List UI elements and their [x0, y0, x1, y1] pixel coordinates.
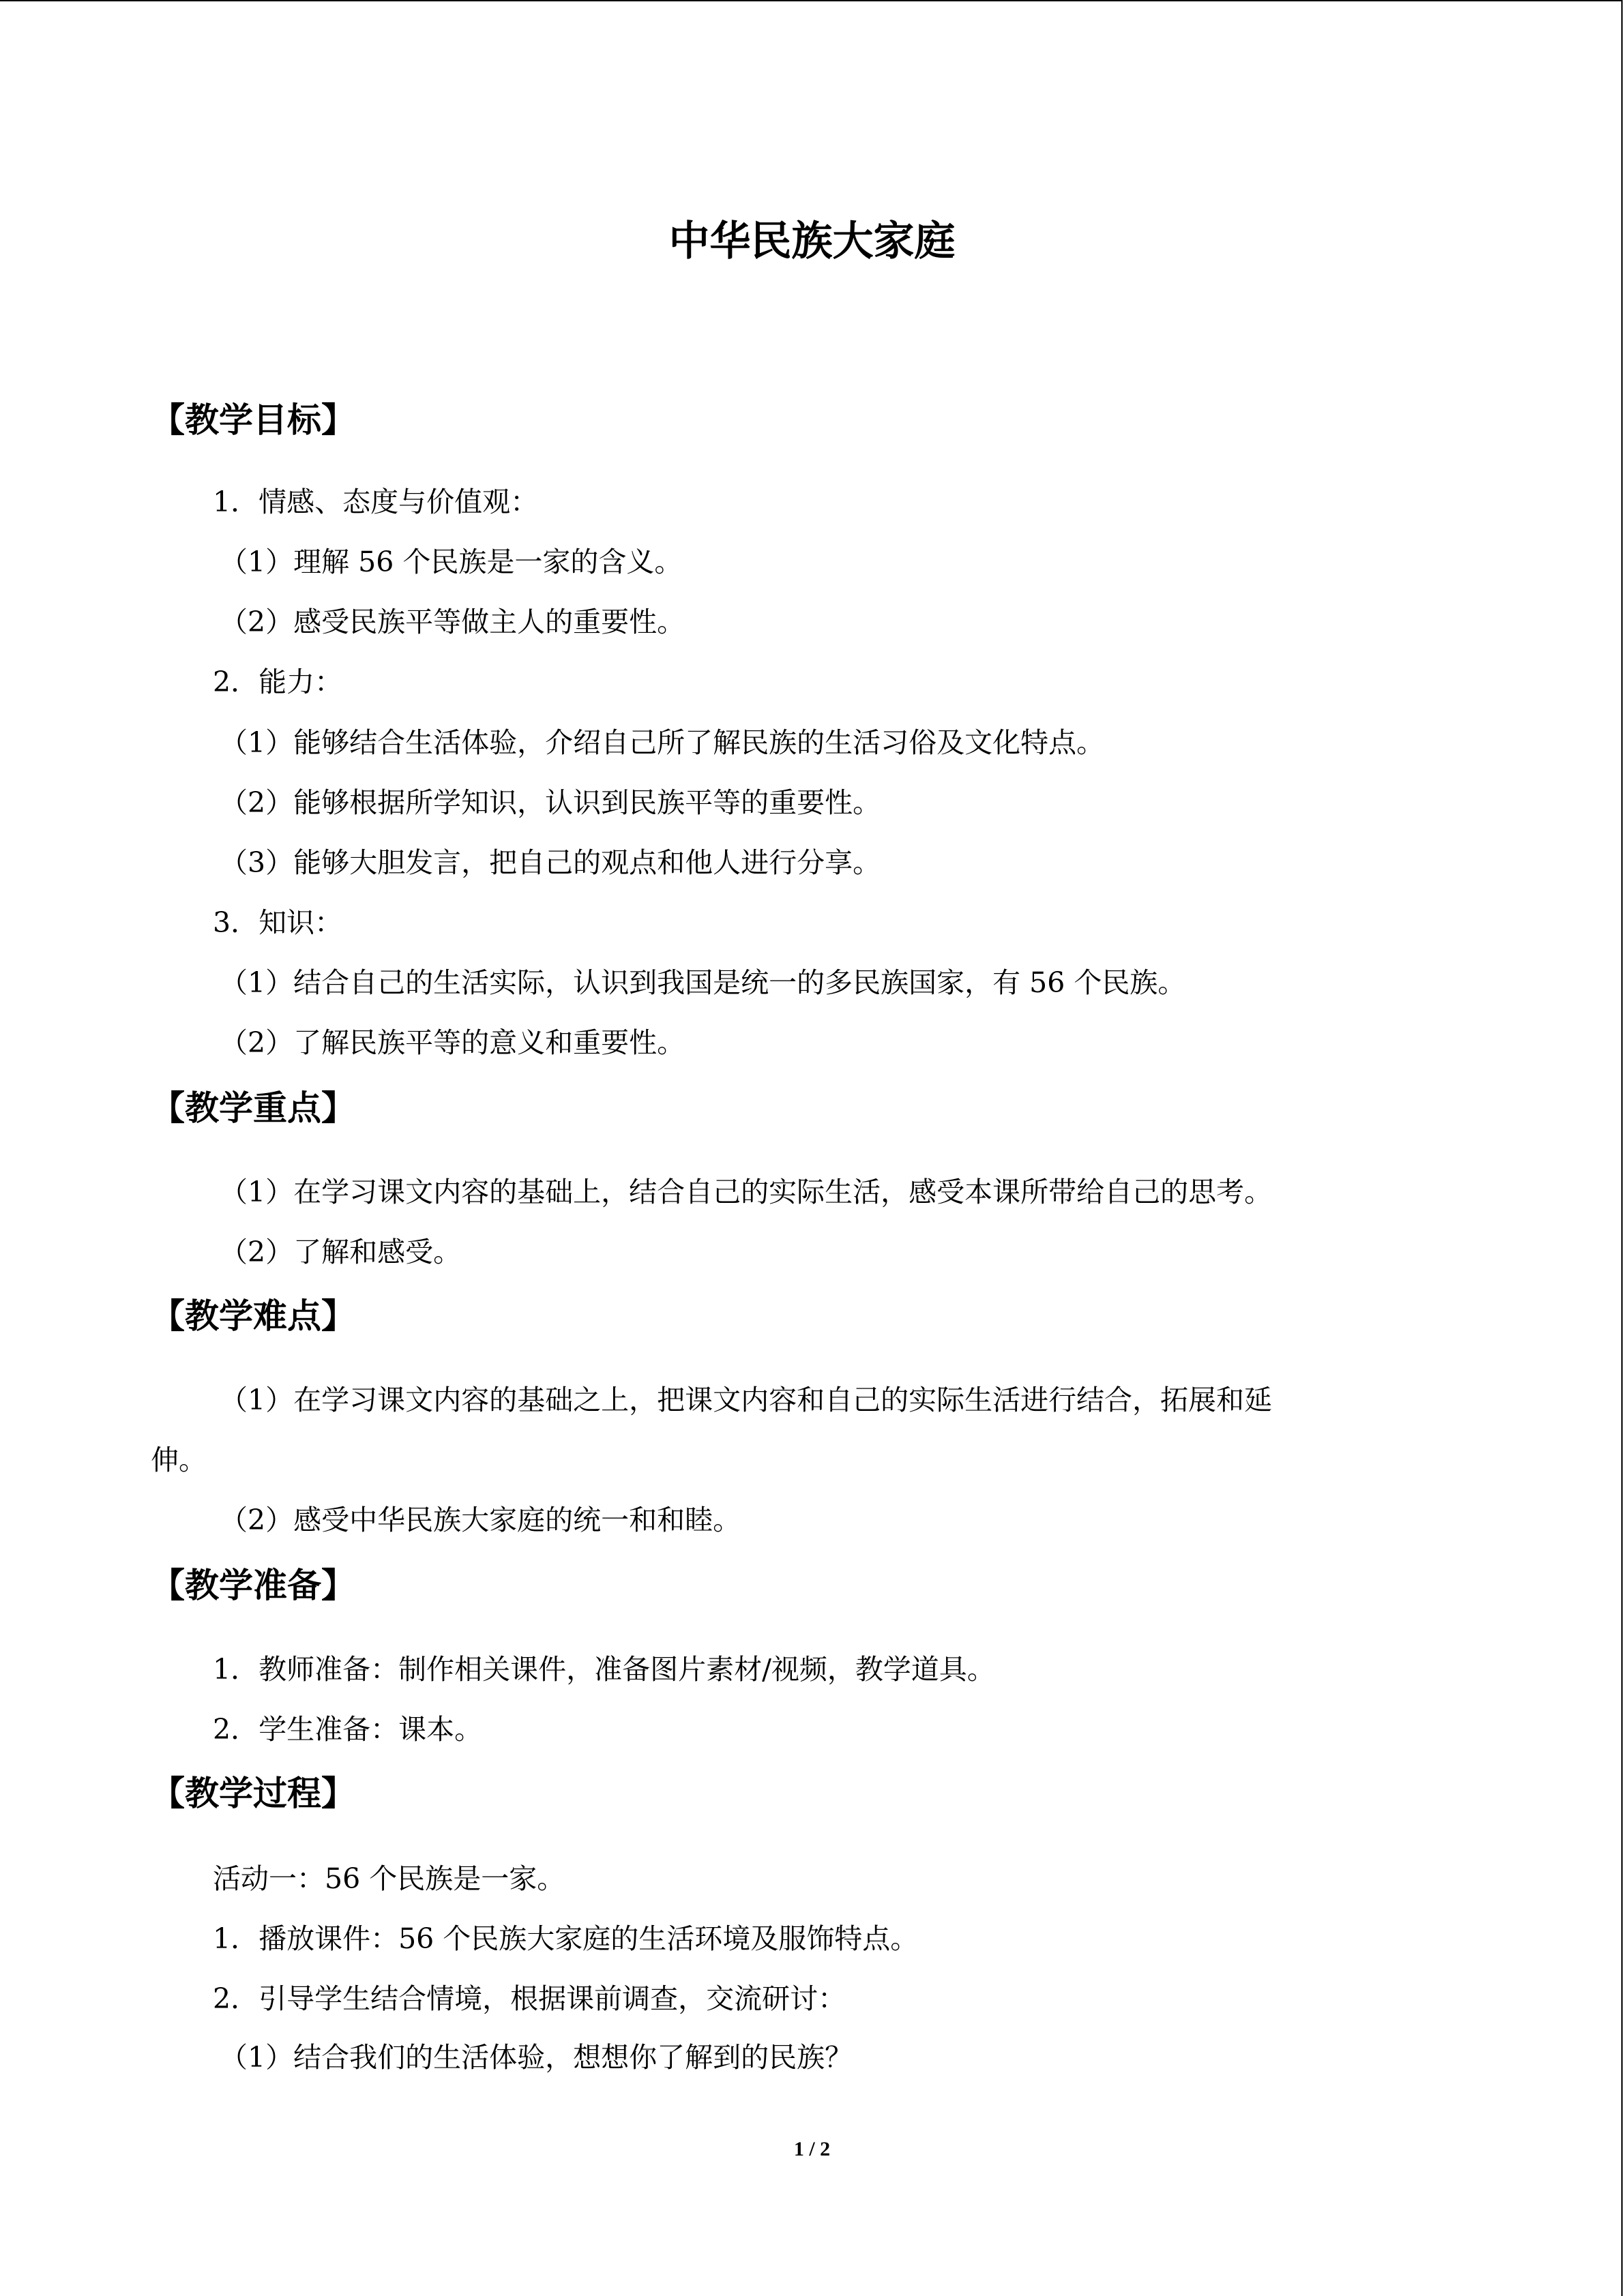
process-line: 1．播放课件：56 个民族大家庭的生活环境及服饰特点。: [213, 1922, 919, 1955]
goal-line: （2）感受民族平等做主人的重要性。: [220, 606, 685, 638]
heading-difficulties: 【教学难点】: [151, 1296, 355, 1336]
key-point-line: （1）在学习课文内容的基础上，结合自己的实际生活，感受本课所带给自己的思考。: [220, 1176, 1273, 1208]
process-line: 2．引导学生结合情境，根据课前调查，交流研讨：: [213, 1982, 846, 2015]
goal-line: 1．情感、态度与价值观：: [213, 486, 539, 518]
heading-key-points: 【教学重点】: [151, 1088, 355, 1128]
goal-line: （2）了解民族平等的意义和重要性。: [220, 1026, 685, 1059]
heading-process: 【教学过程】: [151, 1774, 355, 1813]
goal-line: （1）理解 56 个民族是一家的含义。: [220, 546, 683, 578]
difficulty-line: （2）感受中华民族大家庭的统一和和睦。: [220, 1504, 741, 1536]
goal-line: （1）结合自己的生活实际，认识到我国是统一的多民族国家，有 56 个民族。: [220, 966, 1186, 999]
process-line: 活动一：56 个民族是一家。: [213, 1862, 565, 1895]
key-point-line: （2）了解和感受。: [220, 1236, 462, 1268]
goal-line: （2）能够根据所学知识，认识到民族平等的重要性。: [220, 786, 881, 819]
preparation-line: 1．教师准备：制作相关课件，准备图片素材/视频，教学道具。: [213, 1653, 995, 1686]
difficulty-line: 伸。: [151, 1444, 207, 1476]
document-title: 中华民族大家庭: [668, 218, 956, 265]
difficulty-line: （1）在学习课文内容的基础之上，把课文内容和自己的实际生活进行结合，拓展和延: [220, 1384, 1273, 1416]
page-number: 1 / 2: [793, 2138, 831, 2160]
process-line: （1）结合我们的生活体验，想想你了解到的民族？: [220, 2041, 853, 2074]
goal-line: 2．能力：: [213, 666, 343, 698]
heading-preparation: 【教学准备】: [151, 1566, 355, 1605]
goal-line: 3．知识：: [213, 906, 343, 939]
preparation-line: 2．学生准备：课本。: [213, 1713, 483, 1746]
heading-goals: 【教学目标】: [151, 400, 355, 440]
goal-line: （1）能够结合生活体验，介绍自己所了解民族的生活习俗及文化特点。: [220, 726, 1105, 759]
goal-line: （3）能够大胆发言，把自己的观点和他人进行分享。: [220, 846, 881, 879]
